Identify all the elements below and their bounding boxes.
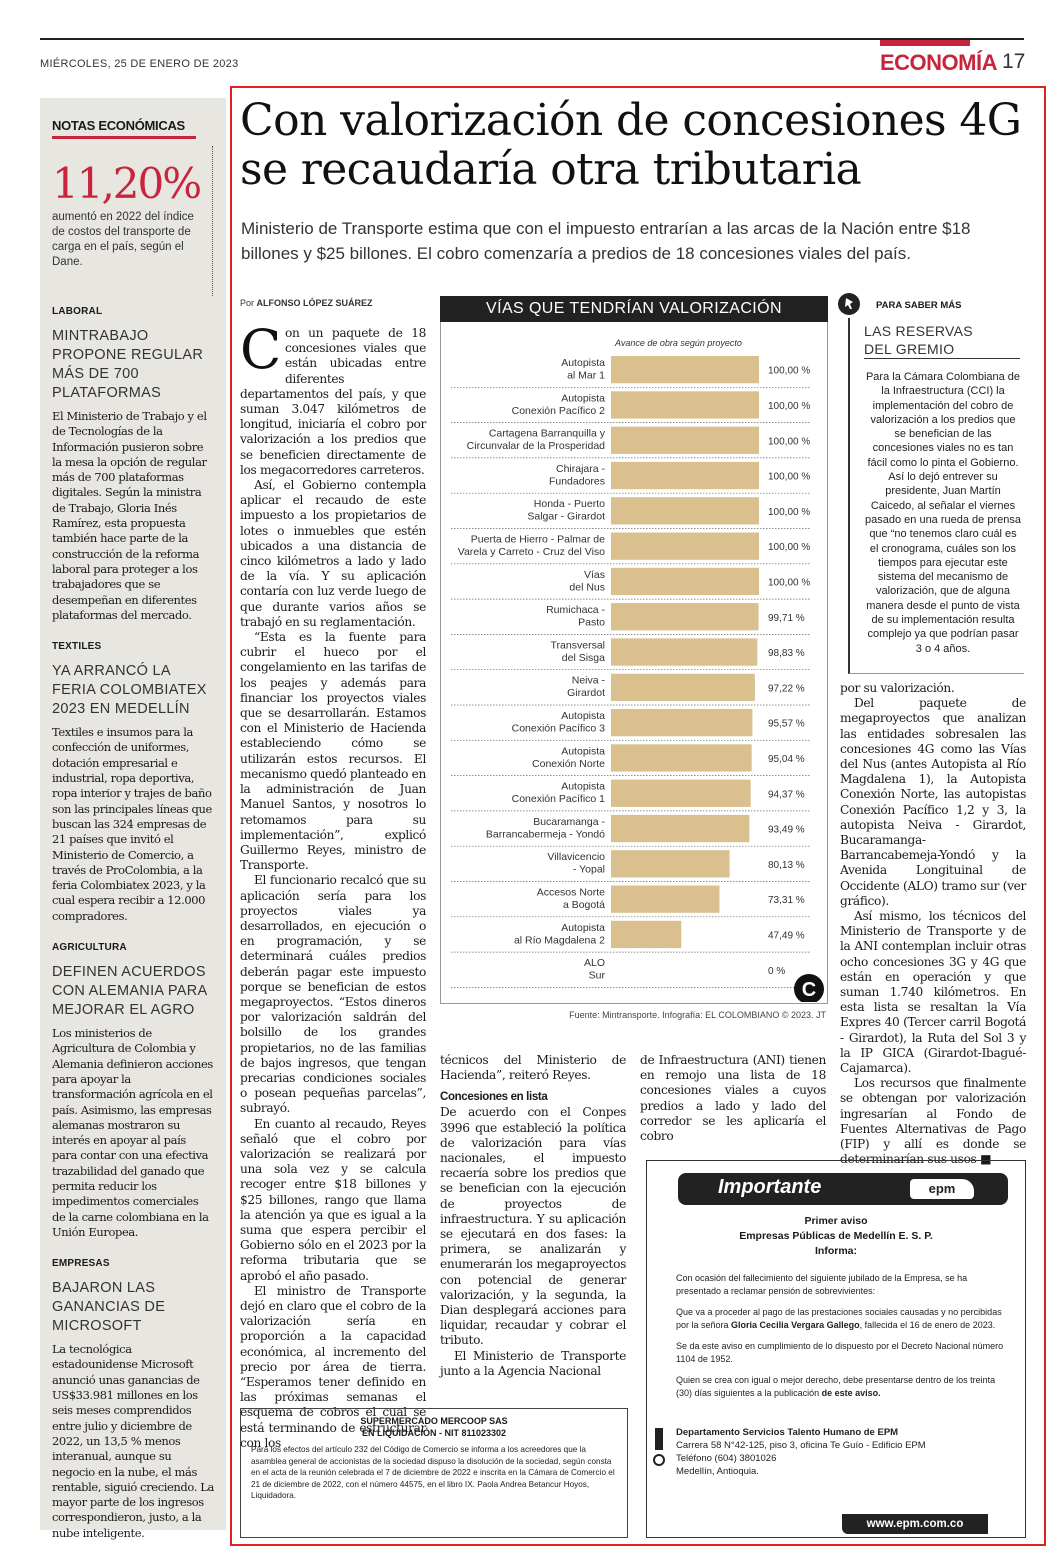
bar bbox=[611, 780, 751, 807]
bar bbox=[611, 497, 759, 524]
category-label: Conexión Pacífico 3 bbox=[511, 722, 605, 735]
epm-heading-3: Informa: bbox=[815, 1245, 857, 1257]
epm-text: Que va a proceder al pago de las prestaciones sociales causadas y no percibidas por la señora bbox=[676, 1307, 1002, 1330]
value-label: 100,00 % bbox=[768, 506, 811, 518]
article-column-2 bbox=[440, 1053, 626, 1379]
epm-logo: epm bbox=[910, 1179, 974, 1199]
notice-body: Para los efectos del artículo 232 del Código de Comercio se informa a los acreedores que la asamblea general de accionistas de la sociedad dispuso la disolución de la sociedad, según consta en el acta de la reunión celebrada el 7 de diciembre de 2022 e inscrita en la Cámara de Comercio el 21 de diciembre de 2022, con el número 44575, en el libro IX. Paola Andrea Betancur Hoyos, Liquidadora. bbox=[251, 1445, 615, 1501]
category-label: Transversal bbox=[550, 639, 605, 652]
bar bbox=[611, 815, 749, 842]
value-label: 95,57 % bbox=[768, 718, 805, 730]
value-label: 100,00 % bbox=[768, 471, 811, 483]
note-headline: BAJARON LAS GANANCIAS DE MICROSOFT bbox=[52, 1280, 166, 1335]
note-headline: YA ARRANCÓ LA FERIA COLOMBIATEX 2023 EN MEDELLÍN bbox=[52, 663, 207, 718]
category-label: Circunvalar de la Prosperidad bbox=[466, 440, 605, 453]
sidebar-big-caption: aumentó en 2022 del índice de costos del transporte de carga en el país, según el Dane. bbox=[52, 211, 194, 268]
epm-contact bbox=[676, 1426, 976, 1478]
category-label: Salgar - Girardot bbox=[527, 510, 605, 523]
paragraph: Así mismo, los técnicos del Ministerio de Transporte y de la ANI contemplan incluir otras ocho concesiones 3G y 4G que están en operación y que suman 1.740 kilómetros. En esta lista se resaltan la Vía Expres 40 (Tercer carril Bogotá - Girardot), la Ruta del Sol 3 y la IP GICA (Girardot-Ibagué-Cajamarca). bbox=[840, 909, 1026, 1076]
bar bbox=[611, 603, 759, 630]
bar bbox=[611, 391, 759, 418]
value-label: 80,13 % bbox=[768, 859, 805, 871]
bar-chart bbox=[441, 322, 827, 1002]
bar bbox=[611, 921, 681, 948]
box-body: Para la Cámara Colombiana de la Infraestructura (CCI) la implementación del cobro de valorización a los predios que se benefician de las concesiones viales no es tan fácil como lo pinta el Gobierno. Así lo dejó entrever su presidente, Juan Martín Caicedo, al señalar el viernes pasado en una rueda de prensa que “no tenemos claro cuál es el cronograma, cuáles son los tiempos para ejecutar este sistema del mecanismo de valorización, que de alguna manera desde el punto de vista de su implementación resulta complejo ya que podrían pasar 3 o 4 años. bbox=[865, 371, 1021, 655]
category-label: Bucaramanga - bbox=[533, 815, 605, 828]
category-label: Autopista bbox=[561, 745, 605, 758]
paragraph: El funcionario recalcó que su aplicación sería para los proyectos viales ya desarrollados, en ejecución o en programación, y se determinará cuáles predios deberán pagar este impuesto porque se benefician de estos megaproyectos. “Estos dineros por valorización saldrán del bolsillo de los grandes propietarios, no de las familias de bajos ingresos, que tengan precarias condiciones sociales o posean pequeñas parcelas”, subrayó. bbox=[240, 873, 426, 1116]
bar bbox=[611, 886, 719, 913]
value-label: 100,00 % bbox=[768, 577, 811, 589]
category-label: Neiva - bbox=[571, 674, 605, 687]
note-kicker: AGRICULTURA bbox=[52, 942, 127, 954]
bar bbox=[611, 568, 759, 595]
paragraph: El Ministerio de Transporte junto a la Agencia Nacional bbox=[440, 1348, 626, 1378]
category-label: Puerta de Hierro - Palmar de bbox=[470, 533, 605, 546]
chart-logo-letter: C bbox=[801, 979, 817, 1001]
category-label: Girardot bbox=[567, 687, 605, 700]
pin-icon bbox=[838, 293, 860, 315]
category-label: Autopista bbox=[561, 710, 605, 722]
category-label: Sur bbox=[588, 969, 605, 982]
box-rule bbox=[864, 358, 1020, 359]
paragraph: El ministro de Transporte dejó en claro que el cobro de la valorización sería en proporción a la capacidad económica, al incremento del precio por área de tierra. “Esperamos tener definido en las próximas semanas el esquema de cobros el cual se está terminando de estructurar con los bbox=[240, 1283, 426, 1450]
note-body: Textiles e insumos para la confección de uniformes, dotación empresarial e industrial, ropa deportiva, ropa interior y trajes de baño son las principales líneas que buscan las 324 empresas de 21 países que invitó el Ministerio de Comercio, a través de ProColombia, a la feria Colombiatex 2023, y la cual espera recibir a 12.000 compradores. bbox=[52, 725, 212, 923]
article-headline: Con valorización de concesiones 4G se recaudaría otra tributaria bbox=[240, 95, 1022, 195]
legal-notice-mercoop bbox=[240, 1408, 628, 1538]
article-column-4 bbox=[840, 681, 1026, 1168]
epm-city: Medellín, Antioquia. bbox=[676, 1466, 759, 1477]
page-number: 17 bbox=[1002, 50, 1026, 73]
category-label: Vías bbox=[583, 568, 605, 581]
category-label: Autopista bbox=[561, 921, 605, 934]
category-label: Barrancabermeja - Yondó bbox=[485, 828, 605, 841]
epm-paragraph: Se da este aviso en cumplimiento de lo dispuesto por el Decreto Nacional número 1104 de 1952. bbox=[676, 1341, 1004, 1364]
category-label: Accesos Norte bbox=[536, 886, 605, 899]
notice-title: SUPERMERCADO MERCOOP SAS bbox=[360, 1416, 508, 1426]
value-label: 100,00 % bbox=[768, 436, 811, 448]
epm-heading-2: Empresas Públicas de Medellín E. S. P. bbox=[739, 1230, 933, 1242]
article-column-3 bbox=[640, 1053, 826, 1144]
bar bbox=[611, 744, 752, 771]
value-label: 94,37 % bbox=[768, 789, 805, 801]
byline-author: ALFONSO LÓPEZ SUÁREZ bbox=[256, 298, 373, 308]
category-label: Conexión Pacífico 1 bbox=[511, 793, 605, 806]
bar bbox=[611, 850, 730, 877]
category-label: al Mar 1 bbox=[567, 369, 605, 382]
paragraph-text: Los recursos que finalmente se obtengan por valorización ingresarían al Fondo de Fuentes Alternativas de Pago (FIP) y allí es donde se determinarían sus usos bbox=[840, 1076, 1026, 1167]
category-label: Pasto bbox=[578, 616, 605, 629]
sidebar-notes bbox=[40, 98, 226, 1540]
paragraph: on un paquete de 18 concesiones viales que están ubicadas entre diferentes departamentos del país, y que suman 3.047 kilómetros de longitud, iniciaría el cobro por valorización a los predios que se beneficien directamente de los megacorredores carreteros. bbox=[240, 326, 426, 477]
paragraph: de Infraestructura (ANI) tienen en remojo una lista de 18 concesiones viales a cuyos predios a lado y lado del corredor se les aplicaría el cobro bbox=[640, 1053, 826, 1144]
section-name: ECONOMÍA bbox=[880, 50, 997, 75]
epm-phone: Teléfono (604) 3801026 bbox=[676, 1453, 777, 1464]
category-label: Honda - Puerto bbox=[533, 498, 605, 511]
value-label: 93,49 % bbox=[768, 824, 805, 836]
epm-address: Carrera 58 N°42-125, piso 3, oficina Te Guío - Edificio EPM bbox=[676, 1440, 926, 1451]
sidebar-title: NOTAS ECONÓMICAS bbox=[52, 118, 185, 133]
paragraph: técnicos del Ministerio de Hacienda”, reiteró Reyes. bbox=[440, 1053, 626, 1083]
value-label: 0 % bbox=[768, 965, 786, 977]
byline-prefix: Por bbox=[240, 298, 255, 308]
category-label: Rumichaca - bbox=[546, 604, 605, 617]
epm-paragraph bbox=[676, 1374, 1006, 1400]
note-kicker: TEXTILES bbox=[52, 641, 102, 653]
note-headline: DEFINEN ACUERDOS CON ALEMANIA PARA MEJORAR EL AGRO bbox=[52, 964, 207, 1019]
byline bbox=[240, 298, 373, 308]
category-label: Cartagena Barranquilla y bbox=[488, 427, 605, 440]
sidebar-title-rule bbox=[52, 136, 196, 139]
sidebar-big-number: 11,20% bbox=[52, 159, 201, 208]
category-label: al Río Magdalena 2 bbox=[513, 934, 605, 947]
chart-source: Fuente: Mintransporte. Infografía: EL COLOMBIANO © 2023. JT bbox=[569, 1010, 826, 1020]
category-label: del Nus bbox=[569, 581, 605, 594]
dropcap: C bbox=[240, 318, 281, 381]
note-body: La tecnológica estadounidense Microsoft anunció unas ganancias de US$33.981 millones en los seis meses comprendidos entre julio y diciembre de 2022, un 13,5 % menos interanual, aunque su negocio en la nube, el más rentable, siguió creciendo. La mayor parte de los ingresos correspondieron, justo, a la nube inteligente. bbox=[52, 1342, 214, 1540]
category-label: ALO bbox=[583, 957, 605, 970]
notice-subtitle: EN LIQUIDACIÓN - NIT 811023302 bbox=[361, 1428, 507, 1438]
category-label: - Yopal bbox=[572, 863, 605, 876]
epm-heading-1: Primer aviso bbox=[804, 1215, 868, 1227]
epm-heading bbox=[646, 1214, 1026, 1259]
issue-date: MIÉRCOLES, 25 DE ENERO DE 2023 bbox=[40, 58, 239, 70]
bar bbox=[611, 533, 759, 560]
top-rule bbox=[40, 38, 1024, 40]
category-label: Autopista bbox=[561, 392, 605, 405]
paragraph: Así, el Gobierno contempla aplicar el recaudo de este impuesto a los propietarios de lotes o inmuebles que estén ubicados a una distancia de cinco kilómetros a lado y lado de la vía. Y su aplicación contaría con luz verde luego de que durante varios años se trabajó en su reglamentación. bbox=[240, 478, 426, 629]
epm-paragraph: Con ocasión del fallecimiento del siguiente jubilado de la Empresa, se ha presentado a reclamar pensión de sobrevivientes: bbox=[676, 1273, 968, 1296]
epm-name: Gloria Cecilia Vergara Gallego bbox=[731, 1320, 860, 1330]
bar bbox=[611, 356, 759, 383]
box-kicker: PARA SABER MÁS bbox=[876, 300, 962, 311]
bar bbox=[611, 427, 759, 454]
note-kicker: EMPRESAS bbox=[52, 1258, 110, 1270]
paragraph: Del paquete de megaproyectos que analizan las entidades sobresalen las concesiones 4G como las Vías del Nus (antes Autopista al Río Magdalena 1), la Autopista Conexión Norte, las autopistas Conexión Pacífico 1,2 y 3, la autopista Neiva - Girardot, Bucaramanga-Barrancabemeja-Yondó y la Avenida Longituinal de Occidente (ALO) tramo sur (ver gráfico). bbox=[840, 696, 1026, 908]
category-label: Conexión Pacífico 2 bbox=[511, 404, 605, 417]
paragraph: De acuerdo con el Conpes 3996 que estableció la política de valorización para vías nacionales, el impuesto recaería sobre los predios que se benefician con la ejecución de proyectos de infraestructura. Y su aplicación se ejecutará en dos fases: la primera, se analizarán y enumerarán los megaproyectos con potencial de generar valorización, y la segunda, la Dian desplegará acciones para liquidar, recaudar y cobrar el tributo. bbox=[440, 1105, 626, 1348]
paragraph: En cuanto al recaudo, Reyes señaló que el cobro por valorización se realizará por una sola vez y se calcula recoger entre $18 billones y $25 billones, rango que llama la atención ya que es igual a la suma que espera percibir el Gobierno sólo en el 2023 por la reforma tributaria que se aprobó el año pasado. bbox=[240, 1116, 426, 1283]
epm-paragraph bbox=[676, 1306, 1006, 1332]
epm-body bbox=[676, 1272, 1006, 1408]
epm-side-logo-icon bbox=[652, 1424, 666, 1468]
value-label: 73,31 % bbox=[768, 895, 805, 907]
value-label: 100,00 % bbox=[768, 400, 811, 412]
paragraph bbox=[840, 1076, 1026, 1167]
epm-url-link[interactable]: www.epm.com.co bbox=[842, 1514, 988, 1534]
category-label: Fundadores bbox=[548, 475, 605, 488]
category-label: Varela y Carreto - Cruz del Viso bbox=[457, 546, 605, 558]
category-label: del Sisga bbox=[561, 651, 605, 664]
category-label: Autopista bbox=[561, 357, 605, 369]
end-mark: ■ bbox=[980, 1152, 992, 1167]
epm-dept: Departamento Servicios Talento Humano de EPM bbox=[676, 1427, 899, 1438]
category-label: a Bogotá bbox=[562, 899, 605, 911]
value-label: 100,00 % bbox=[768, 365, 811, 377]
paragraph: “Esta es la fuente para cubrir el hueco por el congelamiento en las tarifas de los peajes y además para financiar los proyectos viales que se desarrollarán. Estamos con el Ministerio de Hacienda estableciendo cómo se utilizarán estos recursos. El mecanismo quedó planteado en la administración de Juan Manuel Santos, y nosotros lo retomamos para su implementación”, explicó Guillermo Reyes, ministro de Transporte. bbox=[240, 630, 426, 873]
value-label: 99,71 % bbox=[768, 612, 805, 624]
category-label: Villavicencio bbox=[547, 851, 605, 864]
category-label: Autopista bbox=[561, 780, 605, 793]
bar bbox=[611, 462, 759, 489]
value-label: 95,04 % bbox=[768, 753, 805, 765]
category-label: Conexión Norte bbox=[532, 757, 605, 770]
epm-banner-text: Importante bbox=[718, 1176, 822, 1198]
value-label: 98,83 % bbox=[768, 648, 805, 660]
note-kicker: LABORAL bbox=[52, 306, 103, 317]
epm-text-bold: de este aviso. bbox=[821, 1388, 881, 1398]
box-headline: LAS RESERVAS DEL GREMIO bbox=[864, 323, 973, 357]
bar bbox=[611, 674, 755, 701]
epm-text: Quien se crea con igual o mejor derecho, debe presentarse dentro de los treinta (30) días siguientes a la publicación bbox=[676, 1375, 996, 1398]
note-body: Los ministerios de Agricultura de Colombia y Alemania definieron acciones para apoyar la transformación agrícola en el país. Asimismo, las empresas alemanas mostraron su interés en apoyar al país para contar con una efectiva trazabilidad del ganado que permita reducir los impedimentos comerciales de la carne colombiana en la Unión Europea. bbox=[52, 1026, 213, 1239]
bar bbox=[611, 709, 752, 736]
article-subtitle: Ministerio de Transporte estima que con el impuesto entrarían a las arcas de la Nación entre $18 billones y $25 billones. El cobro comenzaría a predios de 18 concesiones viales del país. bbox=[241, 219, 971, 263]
chart-subtitle: Avance de obra según proyecto bbox=[615, 338, 742, 348]
subheading: Concesiones en lista bbox=[440, 1091, 548, 1104]
value-label: 47,49 % bbox=[768, 930, 805, 942]
article-column-1 bbox=[240, 318, 426, 1451]
paragraph: por su valorización. bbox=[840, 681, 955, 695]
bar bbox=[611, 638, 757, 665]
value-label: 97,22 % bbox=[768, 683, 805, 695]
section-tab bbox=[880, 40, 970, 46]
value-label: 100,00 % bbox=[768, 542, 811, 554]
chart-title: VÍAS QUE TENDRÍAN VALORIZACIÓN bbox=[440, 296, 828, 322]
category-label: Chirajara - bbox=[555, 462, 605, 475]
note-body: El Ministerio de Trabajo y el de Tecnologías de la Información pusieron sobre la mesa la opción de regular más de 700 plataformas digitales. Según la ministra de Trabajo, Gloria Inés Ramírez, esta propuesta también hace parte de la construcción de la reforma laboral para proteger a los trabajadores que se desempeñan en diferentes plataformas del mercado. bbox=[52, 409, 207, 622]
note-headline: MINTRABAJO PROPONE REGULAR MÁS DE 700 PLATAFORMAS bbox=[52, 328, 204, 401]
epm-text: , fallecida el 16 de enero de 2023. bbox=[859, 1320, 996, 1330]
